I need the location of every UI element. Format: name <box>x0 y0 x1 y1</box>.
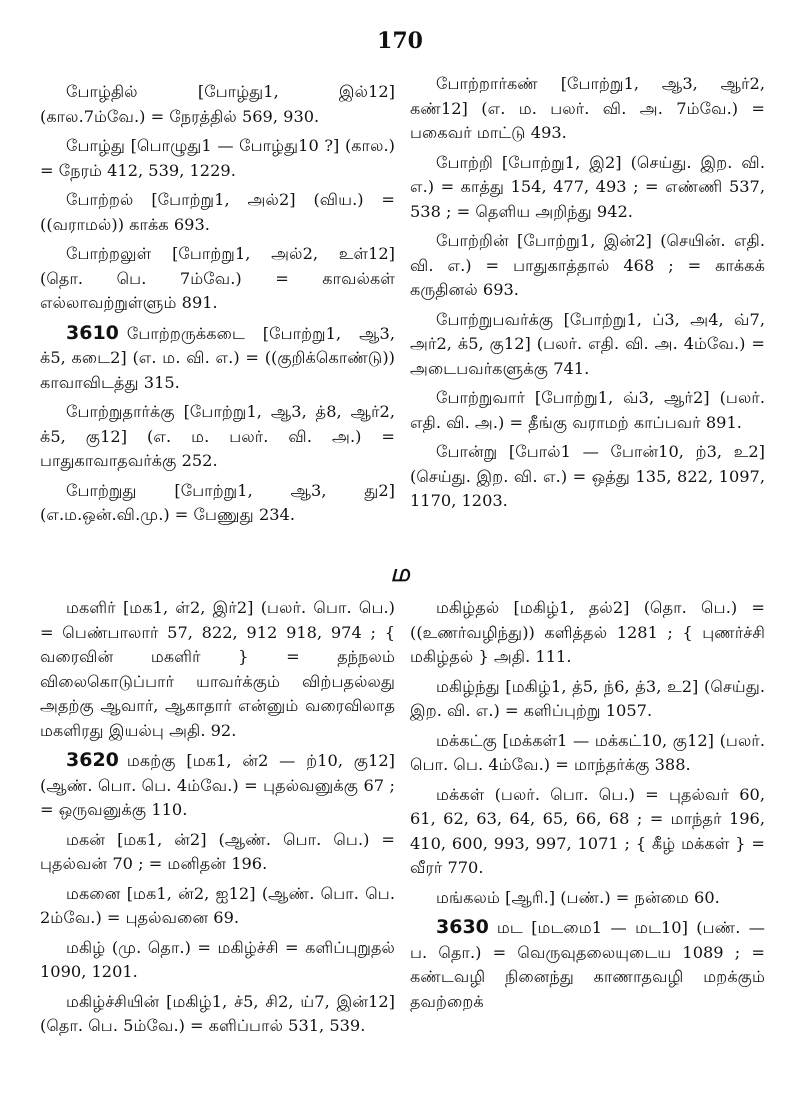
entry-number: 3610 <box>66 321 119 344</box>
entry-text: மட [மடமை1 — மட10] (பண். — ப. தொ.) = வெருவுதலையுடைய 1089 ; = கண்டவழி நினைந்து காணாதவழி மறக்கும் தவற்றைக் <box>410 918 765 1011</box>
dictionary-entry <box>40 80 395 129</box>
dictionary-entry <box>40 188 395 237</box>
dictionary-entry <box>40 990 395 1039</box>
entry-text: போழ்து [பொழுது1 — போழ்து10 ?] (கால.) = நேரம் 412, 539, 1229. <box>40 136 395 180</box>
entry-text: போற்றின் [போற்று1, இன்2] (செயின். எதி. வி. எ.) = பாதுகாத்தால் 468 ; = காக்கக் கருதினல் 693. <box>410 231 765 299</box>
entry-text: போற்றி [போற்று1, இ2] (செய்து. இற. வி. எ.) = காத்து 154, 477, 493 ; = எண்ணி 537, 538 ; = தெளிய அறிந்து 942. <box>410 152 765 221</box>
entry-text: மகனை [மக1, ன்2, ஐ12] (ஆண். பொ. பெ. 2ம்வே.) = புதல்வனை 69. <box>40 883 395 927</box>
entry-text: போற்றருக்கடை [போற்று1, ஆ3, க்5, கடை2] (எ. ம. வி. எ.) = ((குறிக்கொண்டு)) காவாவிடத்து 315. <box>40 323 395 392</box>
entry-number: 3620 <box>66 749 119 771</box>
entry-text: போன்று [போல்1 — போன்10, ற்3, உ2] (செய்து. இற. வி. எ.) = ஒத்து 135, 822, 1097, 1170, 1203. <box>410 442 765 510</box>
page-number: 170 <box>377 28 423 54</box>
dictionary-entry <box>410 915 765 1014</box>
column-bottom-left <box>40 596 395 1044</box>
entry-number: 3630 <box>436 916 489 938</box>
section-letter: ம <box>390 558 410 587</box>
entry-text: மகிழ்ச்சியின் [மகிழ்1, ச்5, சி2, ய்7, இன்12] (தொ. பெ. 5ம்வே.) = களிப்பால் 531, 539. <box>40 991 395 1035</box>
dictionary-entry <box>40 596 395 743</box>
dictionary-entry <box>410 151 765 225</box>
entry-text: மகன் [மக1, ன்2] (ஆண். பொ. பெ.) = புதல்வன் 70 ; = மனிதன் 196. <box>40 829 395 873</box>
entry-text: மங்கலம் [ஆரி.] (பண்.) = நன்மை 60. <box>436 887 720 907</box>
dictionary-entry <box>410 886 765 911</box>
entry-text: போற்றல் [போற்று1, அல்2] (விய.) = ((வராமல்)) காக்க 693. <box>40 190 395 234</box>
entry-text: மக்கள் (பலர். பொ. பெ.) = புதல்வர் 60, 61, 62, 63, 64, 65, 66, 68 ; = மாந்தர் 196, 410, 600, 993, 997, 1071 ; { கீழ் மக்கள் } = வீரர் 770. <box>410 784 765 877</box>
column-top-right <box>410 72 765 519</box>
entry-text: போற்றுவார் [போற்று1, வ்3, ஆர்2] (பலர். எதி. வி. அ.) = தீங்கு வராமற் காப்பவர் 891. <box>410 388 765 432</box>
dictionary-entry <box>40 321 395 396</box>
entry-text: போழ்தில் [போழ்து1, இல்12] (கால.7ம்வே.) = நேரத்தில் 569, 930. <box>40 82 395 126</box>
dictionary-entry <box>410 440 765 514</box>
dictionary-entry <box>40 479 395 528</box>
column-bottom-right <box>410 596 765 1019</box>
entry-text: போற்றுபவர்க்கு [போற்று1, ப்3, அ4, வ்7, அர்2, க்5, கு12] (பலர். எதி. வி. அ. 4ம்வே.) = அடைபவர்களுக்கு 741. <box>410 309 765 378</box>
dictionary-entry <box>40 242 395 316</box>
entry-text: மகிழ் (மு. தொ.) = மகிழ்ச்சி = களிப்புறுதல் 1090, 1201. <box>40 937 395 981</box>
entry-text: போற்றுது [போற்று1, ஆ3, து2] (எ.ம.ஒன்.வி.மு.) = பேணுது 234. <box>40 480 395 524</box>
dictionary-entry <box>40 748 395 823</box>
dictionary-entry <box>40 828 395 877</box>
dictionary-entry <box>40 936 395 985</box>
entry-text: மகிழ்தல் [மகிழ்1, தல்2] (தொ. பெ.) = ((உணர்வழிந்து)) களித்தல் 1281 ; { புணர்ச்சி மகிழ்தல் } அதி. 111. <box>410 598 765 666</box>
entry-text: போற்றார்கண் [போற்று1, ஆ3, ஆர்2, கண்12] (எ. ம. பலர். வி. அ. 7ம்வே.) = பகைவர் மாட்டு 493. <box>410 74 765 142</box>
dictionary-entry <box>410 783 765 881</box>
column-top-left <box>40 80 395 533</box>
dictionary-entry <box>410 729 765 778</box>
dictionary-entry <box>40 400 395 474</box>
dictionary-entry <box>410 675 765 724</box>
dictionary-entry <box>410 72 765 146</box>
dictionary-entry <box>410 596 765 670</box>
entry-text: போற்றுதார்க்கு [போற்று1, ஆ3, த்8, ஆர்2, க்5, கு12] (எ. ம. பலர். வி. அ.) = பாதுகாவாதவர்க்கு 252. <box>40 402 395 470</box>
dictionary-entry <box>410 308 765 382</box>
dictionary-entry <box>410 229 765 303</box>
entry-text: மகிழ்ந்து [மகிழ்1, த்5, ந்6, த்3, உ2] (செய்து. இற. வி. எ.) = களிப்புற்று 1057. <box>410 676 765 720</box>
entry-text: மகற்கு [மக1, ன்2 — ற்10, கு12] (ஆண். பொ. பெ. 4ம்வே.) = புதல்வனுக்கு 67 ; = ஒருவனுக்கு 110. <box>40 751 395 819</box>
entry-text: மகளிர் [மக1, ள்2, இர்2] (பலர். பொ. பெ.) = பெண்பாலார் 57, 822, 912 918, 974 ; { வரைவின் மகளிர் } = தந்நலம் விலைகொடுப்பார் யாவர்க்கும் விற்பதல்லது அதற்கு ஆவார், ஆகாதார் என்னும் வரைவிலாத மகளிரது இயல்பு அதி. 92. <box>40 598 395 740</box>
dictionary-entry <box>40 134 395 183</box>
entry-text: மக்கட்கு [மக்கள்1 — மக்கட்10, கு12] (பலர். பொ. பெ. 4ம்வே.) = மாந்தர்க்கு 388. <box>410 730 765 774</box>
entry-text: போற்றலுள் [போற்று1, அல்2, உள்12] (தொ. பெ. 7ம்வே.) = காவல்கள் எல்லாவற்றுள்ளும் 891. <box>40 244 395 312</box>
dictionary-entry <box>40 882 395 931</box>
dictionary-entry <box>410 386 765 435</box>
